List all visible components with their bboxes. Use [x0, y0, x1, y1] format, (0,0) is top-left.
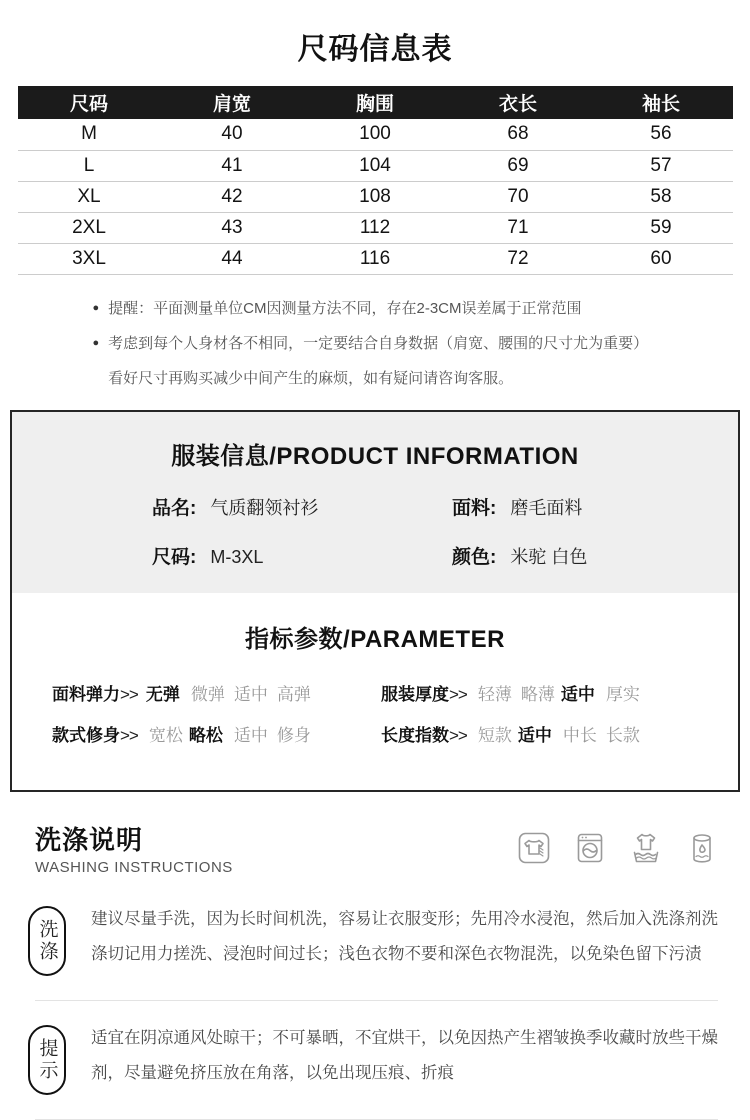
- size-table-body: [18, 119, 733, 274]
- parameter-option: 短款: [477, 725, 512, 745]
- size-table-header-row: [18, 86, 733, 119]
- size-table-header-cell: 袖长: [590, 86, 733, 119]
- parameter-row: [381, 680, 710, 705]
- table-cell: M: [18, 119, 161, 150]
- parameter-option: 适中: [233, 725, 268, 745]
- page-title: 尺码信息表: [297, 33, 453, 66]
- note-text: 提醒：平面测量单位CM因测量方法不同，存在2-3CM误差属于正常范围: [108, 299, 582, 317]
- parameter-row: [52, 721, 381, 746]
- note-text: 考虑到每个人身材各不相同，一定要结合自身数据（肩宽、腰围的尺寸尤为重要）看好尺寸再购买减少中间产生的麻烦，如有疑问请咨询客服。: [108, 334, 649, 387]
- washing-header: [35, 820, 720, 876]
- table-cell: 42: [161, 181, 304, 212]
- bullet-icon: ●: [92, 336, 100, 349]
- table-cell: 41: [161, 150, 304, 181]
- divider: [35, 1119, 718, 1120]
- table-cell: 58: [590, 181, 733, 212]
- hand-wash-icon: [516, 830, 552, 866]
- washing-section: [0, 894, 750, 976]
- washing-section: [0, 1013, 750, 1095]
- parameter-label: 款式修身: [52, 725, 120, 745]
- washing-text: 建议尽量手洗，因为长时间机洗，容易让衣服变形；先用冷水浸泡，然后加入洗涤剂洗涤切记用力搓洗、浸泡时间过长；浅色衣物不要和深色衣物混洗，以免染色留下污渍: [91, 909, 718, 963]
- table-cell: 57: [590, 150, 733, 181]
- product-field: [452, 542, 718, 569]
- parameter-option: 适中: [517, 725, 552, 745]
- field-label: 颜色:: [452, 546, 497, 568]
- parameter-separator: >>: [449, 684, 467, 704]
- table-cell: 108: [304, 181, 447, 212]
- washing-title-block: [35, 820, 233, 876]
- washing-badge: 提示: [28, 1025, 66, 1095]
- table-cell: 104: [304, 150, 447, 181]
- product-info-title: 服装信息/PRODUCT INFORMATION: [171, 442, 579, 470]
- parameter-option: 轻薄: [477, 684, 512, 704]
- parameter-option: 略松: [188, 725, 223, 745]
- parameter-separator: >>: [120, 684, 138, 704]
- table-cell: 59: [590, 212, 733, 243]
- size-table-header-cell: 胸围: [304, 86, 447, 119]
- product-info-section: [12, 412, 738, 593]
- table-row: [18, 212, 733, 243]
- table-cell: 69: [447, 150, 590, 181]
- parameter-option: 长款: [605, 725, 640, 745]
- washing-text: 适宜在阴凉通风处晾干；不可暴晒，不宜烘干，以免因热产生褶皱换季收藏时放些干燥剂，尽量避免挤压放在角落，以免出现压痕、折痕: [91, 1028, 718, 1082]
- soak-icon: [628, 830, 664, 866]
- parameter-section: [12, 593, 738, 790]
- divider: [35, 1000, 718, 1001]
- parameter-option: 适中: [233, 684, 268, 704]
- parameter-option: 微弹: [190, 684, 225, 704]
- parameter-option: 厚实: [605, 684, 640, 704]
- table-cell: 40: [161, 119, 304, 150]
- parameter-label: 面料弹力: [52, 684, 120, 704]
- table-cell: 70: [447, 181, 590, 212]
- parameter-row: [381, 721, 710, 746]
- bullet-icon: ●: [92, 301, 100, 314]
- parameter-label: 服装厚度: [381, 684, 449, 704]
- table-cell: 112: [304, 212, 447, 243]
- table-cell: 44: [161, 243, 304, 274]
- table-cell: 60: [590, 243, 733, 274]
- field-value: 米驼 白色: [510, 546, 588, 567]
- size-table: [18, 86, 733, 275]
- table-cell: 2XL: [18, 212, 161, 243]
- table-cell: 43: [161, 212, 304, 243]
- table-row: [18, 150, 733, 181]
- product-field: [152, 493, 452, 520]
- machine-wash-icon: [572, 830, 608, 866]
- parameter-row: [52, 680, 381, 705]
- notes-list: [93, 291, 658, 396]
- table-cell: 100: [304, 119, 447, 150]
- washing-badge: 洗涤: [28, 906, 66, 976]
- parameter-option: 无弹: [145, 684, 180, 704]
- product-field: [452, 493, 718, 520]
- size-table-header-cell: 衣长: [447, 86, 590, 119]
- washing-icons: [516, 830, 720, 866]
- parameter-option: 适中: [560, 684, 595, 704]
- parameter-label: 长度指数: [381, 725, 449, 745]
- note-item: [93, 326, 658, 396]
- table-cell: 71: [447, 212, 590, 243]
- parameter-separator: >>: [120, 725, 138, 745]
- note-item: [93, 291, 658, 326]
- parameter-separator: >>: [449, 725, 467, 745]
- parameter-option: 略薄: [520, 684, 555, 704]
- table-cell: 68: [447, 119, 590, 150]
- parameter-option: 高弹: [276, 684, 311, 704]
- parameter-option: 宽松: [148, 725, 183, 745]
- table-row: [18, 181, 733, 212]
- table-cell: 3XL: [18, 243, 161, 274]
- field-value: 气质翻领衬衫: [210, 497, 319, 518]
- parameter-grid: [12, 654, 738, 746]
- parameter-option: 修身: [276, 725, 311, 745]
- field-label: 尺码:: [152, 546, 197, 568]
- table-cell: XL: [18, 181, 161, 212]
- table-row: [18, 243, 733, 274]
- table-cell: L: [18, 150, 161, 181]
- washing-title: 洗涤说明: [35, 824, 144, 855]
- size-table-header-cell: 尺码: [18, 86, 161, 119]
- size-table-header-cell: 肩宽: [161, 86, 304, 119]
- parameter-option: 中长: [562, 725, 597, 745]
- product-info-box: [10, 410, 740, 792]
- washing-subtitle: WASHING INSTRUCTIONS: [35, 858, 233, 876]
- field-value: 磨毛面料: [510, 497, 583, 518]
- product-field: [152, 542, 452, 569]
- table-cell: 72: [447, 243, 590, 274]
- table-row: [18, 119, 733, 150]
- field-label: 品名:: [152, 497, 197, 519]
- field-label: 面料:: [452, 497, 497, 519]
- parameter-title: 指标参数/PARAMETER: [245, 625, 505, 653]
- field-value: M-3XL: [210, 546, 264, 567]
- table-cell: 116: [304, 243, 447, 274]
- washing-sections: [0, 894, 750, 1120]
- detergent-icon: [684, 830, 720, 866]
- table-cell: 56: [590, 119, 733, 150]
- product-fields: [12, 471, 738, 569]
